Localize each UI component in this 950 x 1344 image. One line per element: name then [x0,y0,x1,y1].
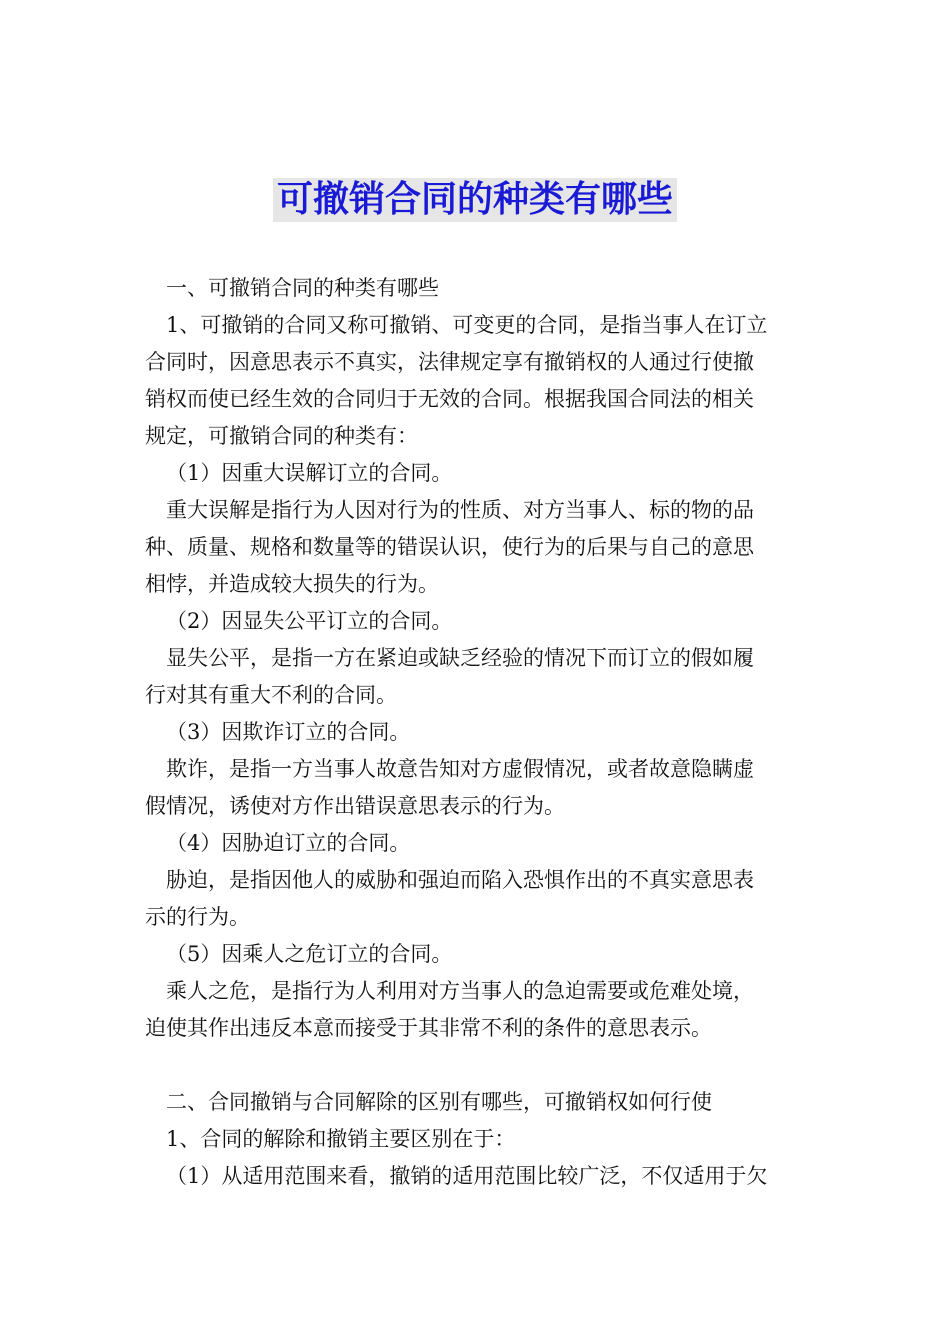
text-line: 重大误解是指行为人因对行为的性质、对方当事人、标的物的品 [166,498,754,522]
text-line: 欺诈，是指一方当事人故意告知对方虚假情况，或者故意隐瞒虚 [166,757,754,781]
text-line: 一、可撤销合同的种类有哪些 [166,276,439,300]
text-line: 相悖，并造成较大损失的行为。 [145,572,439,596]
text-line: 示的行为。 [145,905,250,929]
text-line: 显失公平，是指一方在紧迫或缺乏经验的情况下而订立的假如履 [166,646,754,670]
document-title: 可撤销合同的种类有哪些 [273,178,677,222]
text-line: 合同时，因意思表示不真实，法律规定享有撤销权的人通过行使撤 [145,350,754,374]
text-line: （5）因乘人之危订立的合同。 [166,942,453,966]
text-line: 胁迫，是指因他人的威胁和强迫而陷入恐惧作出的不真实意思表 [166,868,754,892]
text-line: （3）因欺诈订立的合同。 [166,720,411,744]
title-container [0,178,950,222]
text-line: （2）因显失公平订立的合同。 [166,609,453,633]
text-line: （1）从适用范围来看，撤销的适用范围比较广泛，不仅适用于欠 [166,1164,768,1188]
text-line: 1、合同的解除和撤销主要区别在于： [166,1127,516,1151]
document-body [145,270,807,1195]
text-line: （1）因重大误解订立的合同。 [166,461,453,485]
text-line: 规定，可撤销合同的种类有： [145,424,418,448]
text-line: （4）因胁迫订立的合同。 [166,831,411,855]
paragraph-gap [145,1047,807,1084]
text-line: 乘人之危，是指行为人利用对方当事人的急迫需要或危难处境， [166,979,754,1003]
text-line: 种、质量、规格和数量等的错误认识，使行为的后果与自己的意思 [145,535,754,559]
text-line: 销权而使已经生效的合同归于无效的合同。根据我国合同法的相关 [145,387,754,411]
text-line: 1、可撤销的合同又称可撤销、可变更的合同，是指当事人在订立 [166,313,768,337]
text-line: 行对其有重大不利的合同。 [145,683,397,707]
text-line: 迫使其作出违反本意而接受于其非常不利的条件的意思表示。 [145,1016,712,1040]
text-line: 假情况，诱使对方作出错误意思表示的行为。 [145,794,565,818]
text-line: 二、合同撤销与合同解除的区别有哪些，可撤销权如何行使 [166,1090,712,1114]
